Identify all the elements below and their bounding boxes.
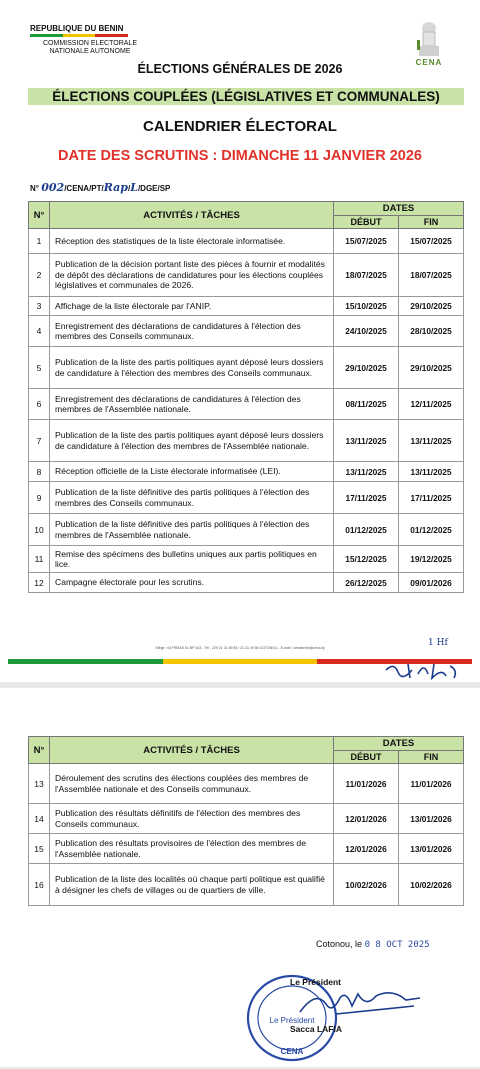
table-row [29,229,464,254]
calendar-table-page-2 [28,736,464,906]
table-row [29,482,464,514]
place-date [316,939,430,950]
place-label: Cotonou, le [316,939,363,949]
table-row [29,804,464,834]
row-number: 7 [29,420,50,462]
page-number-value: 1 [428,638,434,648]
page-number [428,638,448,648]
row-start-date: 13/11/2025 [334,462,399,482]
table-row [29,573,464,593]
row-number: 14 [29,804,50,834]
row-activity: Remise des spécimens des bulletins uniques aux partis politiques en lice. [50,546,334,573]
handwritten-initials [384,660,464,686]
row-number: 12 [29,573,50,593]
ref-initials: Rap [103,181,128,194]
row-end-date: 09/01/2026 [399,573,464,593]
ref-suffix-b: /DGE/SP [137,184,171,193]
col-end-header: FIN [399,216,464,229]
row-end-date: 01/12/2025 [399,514,464,546]
page-initials: Hf [436,638,448,648]
row-start-date: 15/10/2025 [334,297,399,316]
col-start-header: DÉBUT [334,216,399,229]
col-num-header: N° [29,202,50,229]
row-start-date: 08/11/2025 [334,389,399,420]
table-row [29,297,464,316]
row-number: 3 [29,297,50,316]
coupled-elections-banner: ÉLECTIONS COUPLÉES (LÉGISLATIVES ET COMMUNALES) [28,88,464,105]
date-stamp: 0 8 OCT 2025 [364,940,430,950]
row-activity: Publication de la liste définitive des partis politiques à l'élection des membres de l'Assemblée nationale. [50,514,334,546]
row-activity: Déroulement des scrutins des élections couplées des membres de l'Assemblée nationale et des Conseils communaux. [50,764,334,804]
col-activities-header-2: ACTIVITÉS / TÂCHES [50,737,334,764]
row-number: 11 [29,546,50,573]
row-end-date: 19/12/2025 [399,546,464,573]
row-number: 2 [29,254,50,297]
col-end-header-2: FIN [399,751,464,764]
row-activity: Affichage de la liste électorale par l'ANIP. [50,297,334,316]
president-name: Sacca LAFIA [290,1024,342,1034]
table-row [29,764,464,804]
row-start-date: 26/12/2025 [334,573,399,593]
calendar-table-page-1 [28,201,464,593]
benin-flag-bar [30,34,128,37]
row-activity: Publication des résultats provisoires de l'élection des membres de l'Assemblée nationale. [50,834,334,864]
table-row [29,420,464,462]
table-row [29,254,464,297]
president-title: Le Président [290,977,342,987]
row-end-date: 17/11/2025 [399,482,464,514]
row-number: 13 [29,764,50,804]
table-row [29,462,464,482]
row-number: 4 [29,316,50,347]
ref-mid: / [127,184,131,193]
col-start-header-2: DÉBUT [334,751,399,764]
row-number: 5 [29,347,50,389]
ref-initials-2: L [130,181,138,194]
table-row [29,514,464,546]
row-number: 10 [29,514,50,546]
row-end-date: 10/02/2026 [399,864,464,906]
col-num-header-2: N° [29,737,50,764]
row-activity: Publication de la liste des localités où chaque parti politique est qualifié à désigner les chefs de villages ou de quartiers de ville. [50,864,334,906]
row-end-date: 18/07/2025 [399,254,464,297]
row-start-date: 12/01/2026 [334,804,399,834]
row-start-date: 13/11/2025 [334,420,399,462]
row-end-date: 13/11/2025 [399,462,464,482]
table-row [29,316,464,347]
reference-number [30,181,170,194]
row-end-date: 15/07/2025 [399,229,464,254]
row-activity: Publication de la liste définitive des partis politiques à l'élection des membres des Conseils communaux. [50,482,334,514]
row-start-date: 24/10/2025 [334,316,399,347]
row-number: 1 [29,229,50,254]
row-activity: Enregistrement des déclarations de candidatures à l'élection des membres des Conseils communaux. [50,316,334,347]
general-elections-title: ÉLECTIONS GÉNÉRALES DE 2026 [137,62,343,76]
signature [296,984,426,1029]
ref-handwritten-number: 002 [41,181,65,194]
ballot-box-icon [411,20,447,58]
row-activity: Publication des résultats définitifs de l'élection des membres des Conseils communaux. [50,804,334,834]
row-activity: Publication de la liste des partis politiques ayant déposé leurs dossiers de candidature à l'élection des membres de l'Assemblée nationale. [50,420,334,462]
row-activity: Publication de la liste des partis politiques ayant déposé leurs dossiers de candidature à l'élection des membres des Conseils communaux. [50,347,334,389]
row-activity: Réception officielle de la Liste électorale informatisée (LEI). [50,462,334,482]
row-number: 16 [29,864,50,906]
row-number: 15 [29,834,50,864]
row-start-date: 17/11/2025 [334,482,399,514]
row-end-date: 29/10/2025 [399,297,464,316]
table-row [29,864,464,906]
signature-scribble-icon [296,984,426,1024]
row-end-date: 12/11/2025 [399,389,464,420]
col-activities-header: ACTIVITÉS / TÂCHES [50,202,334,229]
table-row [29,389,464,420]
row-end-date: 13/01/2026 [399,834,464,864]
row-activity: Campagne électorale pour les scrutins. [50,573,334,593]
row-start-date: 29/10/2025 [334,347,399,389]
row-activity: Enregistrement des déclarations de candidatures à l'élection des membres de l'Assemblée nationale. [50,389,334,420]
republic-label: REPUBLIQUE DU BENIN [30,24,124,33]
table-row [29,546,464,573]
commission-name [30,40,150,56]
row-end-date: 28/10/2025 [399,316,464,347]
seal-center-text: Le Président [269,1016,315,1025]
row-number: 8 [29,462,50,482]
row-end-date: 29/10/2025 [399,347,464,389]
ref-suffix-a: /CENA/PT/ [64,184,104,193]
ref-prefix: N° [30,184,39,193]
col-dates-header-2: DATES [334,737,464,751]
row-start-date: 15/07/2025 [334,229,399,254]
row-start-date: 15/12/2025 [334,546,399,573]
commission-line-2: NATIONALE AUTONOME [49,48,131,55]
row-activity: Publication de la décision portant liste des pièces à fournir et modalités de dépôt des déclarations de candidatures pour les élections couplées législatives et communales de 2026. [50,254,334,297]
commission-line-1: COMMISSION ELECTORALE [42,40,137,47]
row-end-date: 13/11/2025 [399,420,464,462]
footer-contact: Siège : 04 PBSAE 01 BP 443 - Tél : 229 21 31 89 85 / 21 31 49 86 COTONOU - E-mail : cenabenin@cena.bj [155,646,325,650]
row-number: 6 [29,389,50,420]
row-start-date: 10/02/2026 [334,864,399,906]
row-start-date: 12/01/2026 [334,834,399,864]
scrutiny-date: DATE DES SCRUTINS : DIMANCHE 11 JANVIER 2026 [58,148,422,164]
col-dates-header: DATES [334,202,464,216]
row-end-date: 13/01/2026 [399,804,464,834]
row-start-date: 01/12/2025 [334,514,399,546]
table-row [29,347,464,389]
row-end-date: 11/01/2026 [399,764,464,804]
seal-bottom-text: CENA [280,1047,304,1056]
row-activity: Réception des statistiques de la liste électorale informatisée. [50,229,334,254]
calendar-title: CALENDRIER ÉLECTORAL [143,118,337,135]
row-start-date: 18/07/2025 [334,254,399,297]
row-number: 9 [29,482,50,514]
initials-scribble-icon [384,660,464,682]
row-start-date: 11/01/2026 [334,764,399,804]
table-row [29,834,464,864]
logo-text: CENA [415,58,443,67]
